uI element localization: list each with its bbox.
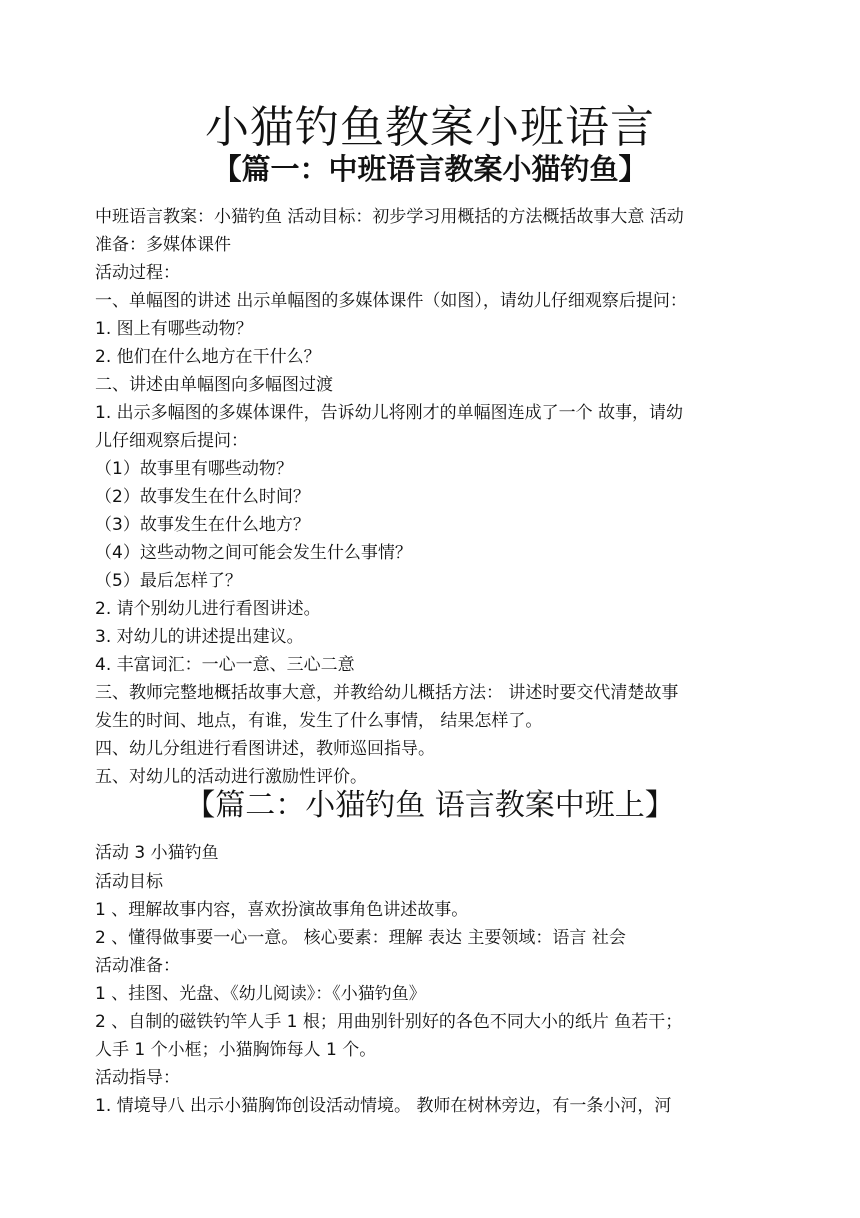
text-line: 活动 3 小猫钓鱼	[95, 843, 219, 863]
section-1-heading: 【篇一：中班语言教案小猫钓鱼】	[212, 152, 648, 186]
text-line: 四、幼儿分组进行看图讲述，教师巡回指导。	[95, 739, 435, 759]
text-line: 活动指导：	[95, 1068, 180, 1088]
text-line: （4）这些动物之间可能会发生什么事情？	[95, 543, 412, 563]
text-line: 2. 他们在什么地方在干什么？	[95, 347, 321, 367]
text-line: 3. 对幼儿的讲述提出建议。	[95, 627, 304, 647]
text-line: （1）故事里有哪些动物？	[95, 459, 293, 479]
text-line: （2）故事发生在什么时间？	[95, 487, 310, 507]
text-line: 1 、理解故事内容，喜欢扮演故事角色讲述故事。	[95, 900, 469, 920]
text-line: 五、对幼儿的活动进行激励性评价。	[95, 767, 367, 787]
text-line: 1. 图上有哪些动物？	[95, 319, 253, 339]
text-line: 发生的时间、地点，有谁，发生了什么事情， 结果怎样了。	[95, 711, 543, 731]
section-2-heading: 【篇二：小猫钓鱼 语言教案中班上】	[185, 788, 675, 823]
text-line: 活动过程：	[95, 263, 180, 283]
document-title: 小猫钓鱼教案小班语言	[205, 102, 655, 153]
text-line: 中班语言教案：小猫钓鱼 活动目标：初步学习用概括的方法概括故事大意 活动	[95, 207, 684, 227]
text-line: （5）最后怎样了？	[95, 571, 242, 591]
text-line: 2. 请个别幼儿进行看图讲述。	[95, 599, 321, 619]
text-line: 人手 1 个小框；小猫胸饰每人 1 个。	[95, 1040, 377, 1060]
text-line: 一、单幅图的讲述 出示单幅图的多媒体课件（如图），请幼儿仔细观察后提问：	[95, 291, 687, 311]
text-line: 准备：多媒体课件	[95, 235, 231, 255]
text-line: 儿仔细观察后提问：	[95, 431, 248, 451]
text-line: 1. 出示多幅图的多媒体课件，告诉幼儿将刚才的单幅图连成了一个 故事，请幼	[95, 403, 684, 423]
text-line: 2 、自制的磁铁钓竿人手 1 根；用曲别针别好的各色不同大小的纸片 鱼若干；	[95, 1012, 683, 1032]
text-line: 活动准备：	[95, 956, 180, 976]
text-line: 2 、懂得做事要一心一意。 核心要素：理解 表达 主要领域：语言 社会	[95, 928, 626, 948]
text-line: 1 、挂图、光盘、《幼儿阅读》：《小猫钓鱼》	[95, 984, 426, 1004]
text-line: （3）故事发生在什么地方？	[95, 515, 310, 535]
text-line: 三、教师完整地概括故事大意，并教给幼儿概括方法： 讲述时要交代清楚故事	[95, 683, 679, 703]
text-line: 1. 情境导八 出示小猫胸饰创设活动情境。 教师在树林旁边，有一条小河，河	[95, 1096, 672, 1116]
text-line: 二、讲述由单幅图向多幅图过渡	[95, 375, 333, 395]
section-2-body	[95, 839, 785, 1120]
text-line: 4. 丰富词汇：一心一意、三心二意	[95, 655, 355, 675]
text-line: 活动目标	[95, 872, 163, 892]
section-1-body	[95, 203, 785, 791]
